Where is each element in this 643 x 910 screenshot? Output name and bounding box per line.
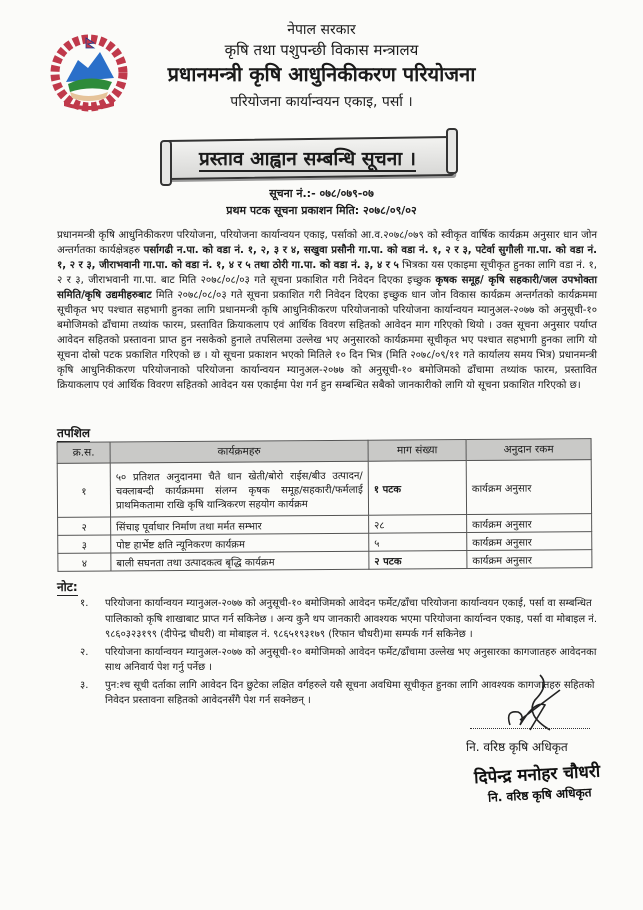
cell-program: बाली सघनता तथा उत्पादकत्व बृद्धि कार्यक्रम — [111, 551, 369, 571]
note-text: परियोजना कार्यान्वयन म्यानुअल-२०७७ को अनुसूची-१० बमोजिमको आवेदन फर्मेट/ढाँचा परियोजना कार्यान्वयन एकाई, पर्सा वा सम्बन्धित पालिकाको कृषि शाखाबाट प्राप्त गर्न सकिनेछ । अन्य कुनै थप जानकारी आवश्यक भएमा परियोजना कार्यान्वन एकाइ, पर्सा वा मोबाइल नं. ९८६०३२३१९९ (दीपेन्द्र चौधरी) वा मोबाइल नं. ९८६५१९३१७९ (रिफान चौधरी)मा सम्पर्क गर्न सकिनेछ । — [105, 598, 598, 640]
cell-program: पोष्ट हार्भेष्ट क्षति न्यूनिकरण कार्यक्रम — [111, 533, 369, 553]
body-part-1: प्रधानमन्त्री कृषि आधुनिकीकरण परियोजना, परियोजना कार्यान्वयन एकाइ, पर्साको आ.व.२०७८/०७९ को स्वीकृत वार्षिक कार्यक्रम अनुसार धान जोन अन्तर्गतका कार्यक्षेत्रहरु — [57, 230, 597, 256]
notice-body — [57, 228, 597, 393]
cell-sn: ३ — [58, 535, 111, 553]
notice-title-text: प्रस्ताव आह्वान सम्बन्धि सूचना । — [198, 148, 416, 170]
note-item — [80, 596, 610, 643]
note-text: परियोजना कार्यान्वयन म्यानुअल-२०७७ को अनुसूची-१० बमोजिमको आवेदन फर्मेट/ढाँचामा उल्लेख भए अनुसारका कागजातहरु आवेदनका साथ अनिवार्य पेश गर्नु पर्नेछ । — [105, 646, 597, 673]
notes-label: नोट: — [57, 580, 78, 594]
col-grant: अनुदान रकम — [466, 439, 591, 461]
cell-demand: ५ — [369, 533, 467, 552]
table-row — [58, 550, 592, 572]
stamp-name: दिपेन्द्र मनोहर चौधरी — [473, 761, 601, 789]
cell-grant: कार्यक्रम अनुसार — [467, 550, 592, 569]
cell-sn: १ — [57, 463, 110, 517]
schedule-label: तपशिल — [57, 426, 91, 440]
col-demand: माग संख्या — [368, 440, 466, 462]
note-text: पुन:श्च सूची दर्ताका लागि आवेदन दिन छुटेका लक्षित वर्गहरुले यसै सूचना अवधिमा सूचीकृत हुनका लागि आवश्यक कागजातहरु सहितको निवेदन प्रस्तावना सहितको आवेदनसँगै पेश गर्न सक्नेछन् । — [105, 679, 595, 706]
program-table — [57, 438, 593, 572]
body-bold-groups: कृषक समूह/ कृषि सहकारी/जल उपभोक्ता समिति/कृषि उद्यमीहरुबाट — [57, 275, 597, 301]
note-number: १. — [80, 598, 89, 609]
ministry-name: कृषि तथा पशुपन्छी विकास मन्त्रालय — [224, 41, 419, 59]
notice-title — [165, 145, 450, 171]
cell-demand: २ पटक — [369, 551, 467, 570]
notice-number: सूचना नं.:- ०७८/०७९-०७ — [269, 187, 374, 200]
cell-sn: २ — [58, 517, 111, 535]
body-part-2: भित्रका यस एकाइमा सूचीकृत हुनका लागि वडा नं. १, २ र ३, जीराभवानी गा.पा. बाट मिति २०७८/०८/०३ गते सूचना प्रकाशित गरी निवेदन दिएका इच्छुक — [57, 260, 597, 286]
cell-program: सिंचाइ पूर्वाधार निर्माण तथा मर्मत सम्भार — [111, 515, 369, 535]
col-sn: क्र.स. — [57, 442, 110, 463]
note-number: ३. — [80, 679, 89, 691]
signature-icon — [490, 670, 570, 740]
cell-demand: २८ — [369, 515, 467, 534]
cell-grant: कार्यक्रम अनुसार — [466, 460, 591, 515]
table-row — [57, 460, 591, 518]
unit-name: परियोजना कार्यान्वयन एकाइ, पर्सा । — [230, 94, 413, 110]
project-name: प्रधानमन्त्री कृषि आधुनिकीकरण परियोजना — [167, 62, 476, 86]
government-name: नेपाल सरकार — [287, 22, 356, 38]
body-part-3: मिति २०७८/०८/०३ गते सूचना प्रकाशित गरी निवेदन दिएका इच्छुक धान जोन विकास कार्यक्रम अन्तर्गतको कार्यक्रममा सूचीकृत भए पश्चात सहभागी हुनका लागि प्रधानमन्त्री कृषि आधुनिकीकरण परियोजनाको परियोजना कार्यान्वयन म्यानुअल-२०७७ को अनुसूची-१० बमोजिमको ढाँचामा तथ्यांक फारम, प्रस्तावित क्रियाकलाप एवं आर्थिक विवरण सहितको आवेदन माग गरिएको थियो । उक्त सूचना अनुसार पर्याप्त आवेदन सहितको प्रस्तावना प्राप्त हुन नसकेको हुनाले तपसिलमा उल्लेख भए अनुसारको कार्यक्रममा सूचीकृत भए पश्चात सहभागी हुनका लागि यो सूचना दोस्रो पटक प्रकाशित गरिएको छ । यो सूचना प्रकाशन भएको मितिले १० दिन भित्र (मिति २०७८/०९/११ गते कार्यालय समय भित्र) प्रधानमन्त्री कृषि आधुनिकीकरण परियोजनाको परियोजना कार्यान्वयन म्यानुअल-२०७७ को अनुसूची-१० बमोजिमको ढाँचामा तथ्यांक फारम, प्रस्तावित क्रियाकलाप एवं आर्थिक विवरण सहितको आवेदन यस एकाईमा पेश गर्न हुन सम्बन्धित सबैको जानकारीको लागि यो सूचना प्रकाशित गरिएको छ। — [57, 290, 597, 391]
cell-sn: ४ — [58, 553, 111, 571]
cell-program: ५० प्रतिशत अनुदानमा चैते धान खेती/बोरो राईस/बीउ उत्पादन/चक्लाबन्दी कार्यक्रममा संलग्न कृषक समूह/सहकारी/फर्मलाई प्राथमिकतामा राखि कृषि यान्त्रिकरण सहयोग कार्यक्रम — [110, 461, 368, 517]
publication-date: प्रथम पटक सूचना प्रकाशन मिति: २०७८/०९/०२ — [226, 204, 417, 217]
cell-grant: कार्यक्रम अनुसार — [467, 514, 592, 533]
cell-demand: १ पटक — [368, 461, 466, 516]
note-number: २. — [80, 646, 89, 658]
signatory-title: नि. वरिष्ठ कृषि अधिकृत — [466, 740, 568, 754]
signature-line — [470, 728, 590, 729]
body-bold-areas: पर्सागढी न.पा. को वडा नं. १, २, ३ र ४, सखुवा प्रसौनी गा.पा. को वडा नं. १, २ र ३, पटेर्वा सुगौली गा.पा. को वडा नं. १, २ र ३, जीराभवानी गा.पा. को वडा नं. १, ४ र ५ तथा ठोरी गा.पा. को वडा नं. ३, ४ र ५ — [57, 245, 597, 271]
stamp-title: नि. वरिष्ठ कृषि अधिकृत — [487, 785, 592, 805]
cell-grant: कार्यक्रम अनुसार — [467, 532, 592, 551]
col-program: कार्यक्रमहरु — [110, 440, 368, 463]
